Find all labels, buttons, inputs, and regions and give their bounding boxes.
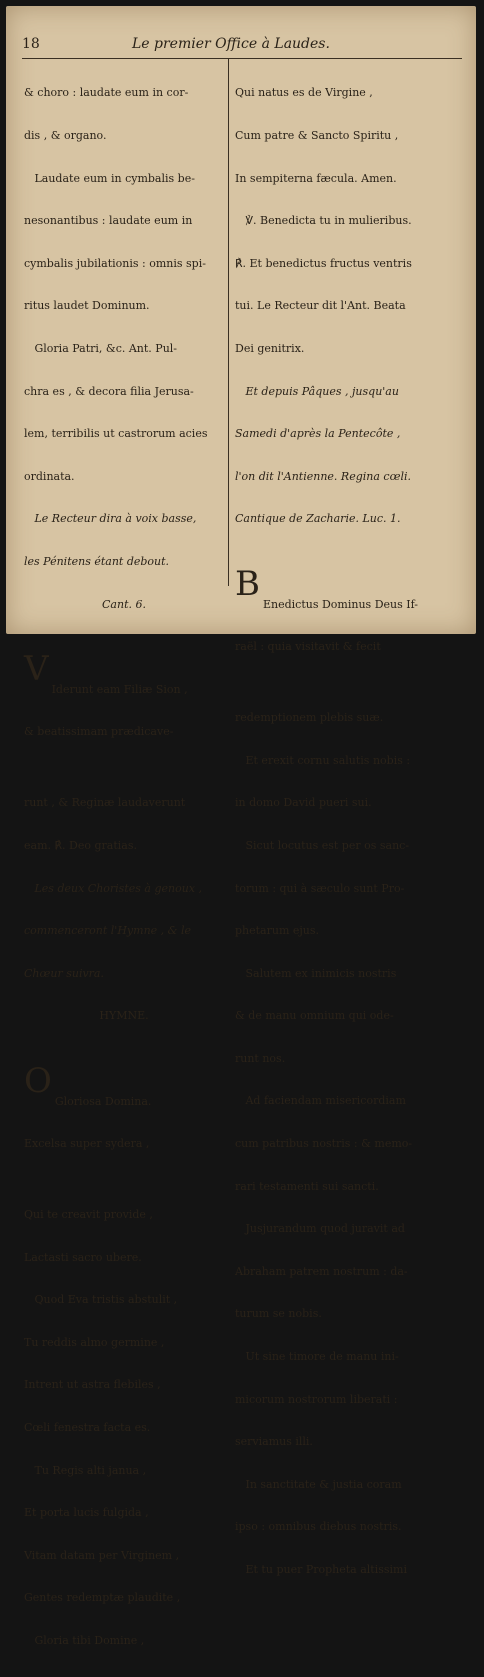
page-number: 18 [22, 36, 40, 52]
dropcap-paragraph [24, 1052, 224, 1180]
text-line: Iderunt eam Filiæ Sion , [51, 682, 188, 696]
text-line: Excelsa super sydera , [24, 1137, 150, 1151]
text-line: Et tu puer Propheta altissimi [235, 1563, 407, 1577]
text-line: Abraham patrem nostrum : da- [235, 1264, 408, 1278]
text-line: Vitam datam per Virginem , [24, 1548, 180, 1562]
text-line: eam. ℟. Deo gratias. [24, 838, 137, 852]
text-line: Ad faciendam misericordiam [235, 1094, 406, 1108]
text-line: In sempiterna fæcula. Amen. [235, 171, 397, 185]
column-divider [228, 58, 229, 586]
rubric-line: Samedi d'après la Pentecôte , [235, 427, 401, 441]
text-line: & beatissimam prædicave- [24, 725, 174, 739]
text-line: serviamus illi. [235, 1435, 313, 1449]
running-title: Le premier Office à Laudes. [132, 36, 330, 52]
dropcap-paragraph [24, 640, 224, 768]
text-line: Salutem ex inimicis nostris [235, 966, 397, 980]
text-line: cum patribus nostris : & memo- [235, 1137, 413, 1151]
text-line: nesonantibus : laudate eum in [24, 214, 193, 228]
text-line: & choro : laudate eum in cor- [24, 86, 189, 100]
text-line: Lactasti sacro ubere. [24, 1250, 142, 1264]
text-line: Laudate eum in cymbalis be- [24, 171, 195, 185]
text-line: lem, terribilis ut castrorum acies [24, 427, 208, 441]
text-line: rari testamenti sui sancti. [235, 1179, 379, 1193]
text-line: Cum patre & Sancto Spiritu , [235, 129, 399, 142]
text-line: torum : qui à sæculo sunt Pro- [235, 881, 405, 895]
rubric-line: l'on dit l'Antienne. Regina cœli. [235, 469, 411, 483]
rubric-line: commenceront l'Hymne , & le [24, 924, 191, 938]
text-line: Gloria tibi Domine , [24, 1634, 145, 1648]
rubric-line: les Pénitens étant debout. [24, 554, 170, 568]
dropcap-letter: O [24, 1061, 52, 1102]
right-column [235, 58, 465, 1577]
text-line: ritus laudet Dominum. [24, 299, 150, 313]
rubric-line: Chœur suivra. [24, 966, 104, 980]
rubric-line: Et depuis Pâques , jusqu'au [235, 384, 399, 398]
text-line: ℟. Et benedictus fructus ventris [235, 256, 412, 270]
text-line: phetarum ejus. [235, 924, 320, 938]
text-line: cymbalis jubilationis : omnis spi- [24, 256, 206, 270]
book-page [6, 6, 476, 1648]
text-line: ordinata. [24, 469, 75, 483]
text-line: Dei genitrix. [235, 341, 305, 355]
left-column [24, 58, 224, 1648]
text-line: raël : quia visitavit & fecit [235, 640, 381, 654]
text-line: redemptionem plebis suæ. [235, 711, 384, 725]
text-line: Sicut locutus est per os sanc- [235, 838, 410, 852]
dropcap-letter: V [24, 649, 49, 690]
dropcap-letter: B [235, 564, 260, 605]
text-line: Gentes redemptæ plaudite , [24, 1591, 181, 1605]
text-line: Enedictus Dominus Deus If- [263, 597, 418, 611]
text-line: In sanctitate & justia coram [235, 1477, 402, 1491]
text-line: chra es , & decora filia Jerusa- [24, 384, 194, 398]
text-line: & de manu omnium qui ode- [235, 1009, 394, 1023]
text-line: Et porta lucis fulgida , [24, 1506, 149, 1520]
text-line: turum se nobis. [235, 1307, 322, 1321]
text-line: Tu Regis alti janua , [24, 1463, 147, 1477]
text-line: Qui natus es de Virgine , [235, 86, 373, 100]
canticle-title: Cant. 6. [102, 597, 146, 611]
text-line: ipso : omnibus diebus nostris. [235, 1520, 402, 1534]
text-line: micorum nostrorum liberati : [235, 1392, 398, 1406]
text-line: Et erexit cornu salutis nobis : [235, 753, 411, 767]
canticle-title: Cantique de Zacharie. Luc. 1. [235, 512, 401, 526]
rubric-line: Les deux Choristes à genoux , [24, 881, 202, 895]
text-line: Ut sine timore de manu ini- [235, 1350, 399, 1364]
text-line: Cœli fenestra facta es. [24, 1421, 151, 1435]
text-line: tui. Le Recteur dit l'Ant. Beata [235, 299, 406, 313]
text-line: Gloriosa Domina. [54, 1094, 152, 1108]
text-line: Quod Eva tristis abstulit , [24, 1293, 178, 1307]
text-line: Tu reddis almo germine , [24, 1335, 165, 1349]
text-line: in domo David pueri sui. [235, 796, 372, 810]
text-line: Intrent ut astra flebiles , [24, 1378, 161, 1392]
hymn-heading: HYMNE. [99, 1009, 149, 1023]
text-line: Gloria Patri, &c. Ant. Pul- [24, 341, 178, 355]
text-line: runt nos. [235, 1051, 286, 1065]
page-header [22, 36, 462, 56]
text-line: Jusjurandum quod juravit ad [235, 1222, 405, 1236]
text-line: ℣. Benedicta tu in mulieribus. [235, 214, 412, 228]
rubric-line: Le Recteur dira à voix basse, [24, 512, 197, 526]
text-line: dis , & organo. [24, 129, 107, 142]
text-line: Qui te creavit provide , [24, 1208, 153, 1222]
dropcap-paragraph [235, 555, 465, 683]
text-line: runt , & Reginæ laudaverunt [24, 796, 186, 810]
